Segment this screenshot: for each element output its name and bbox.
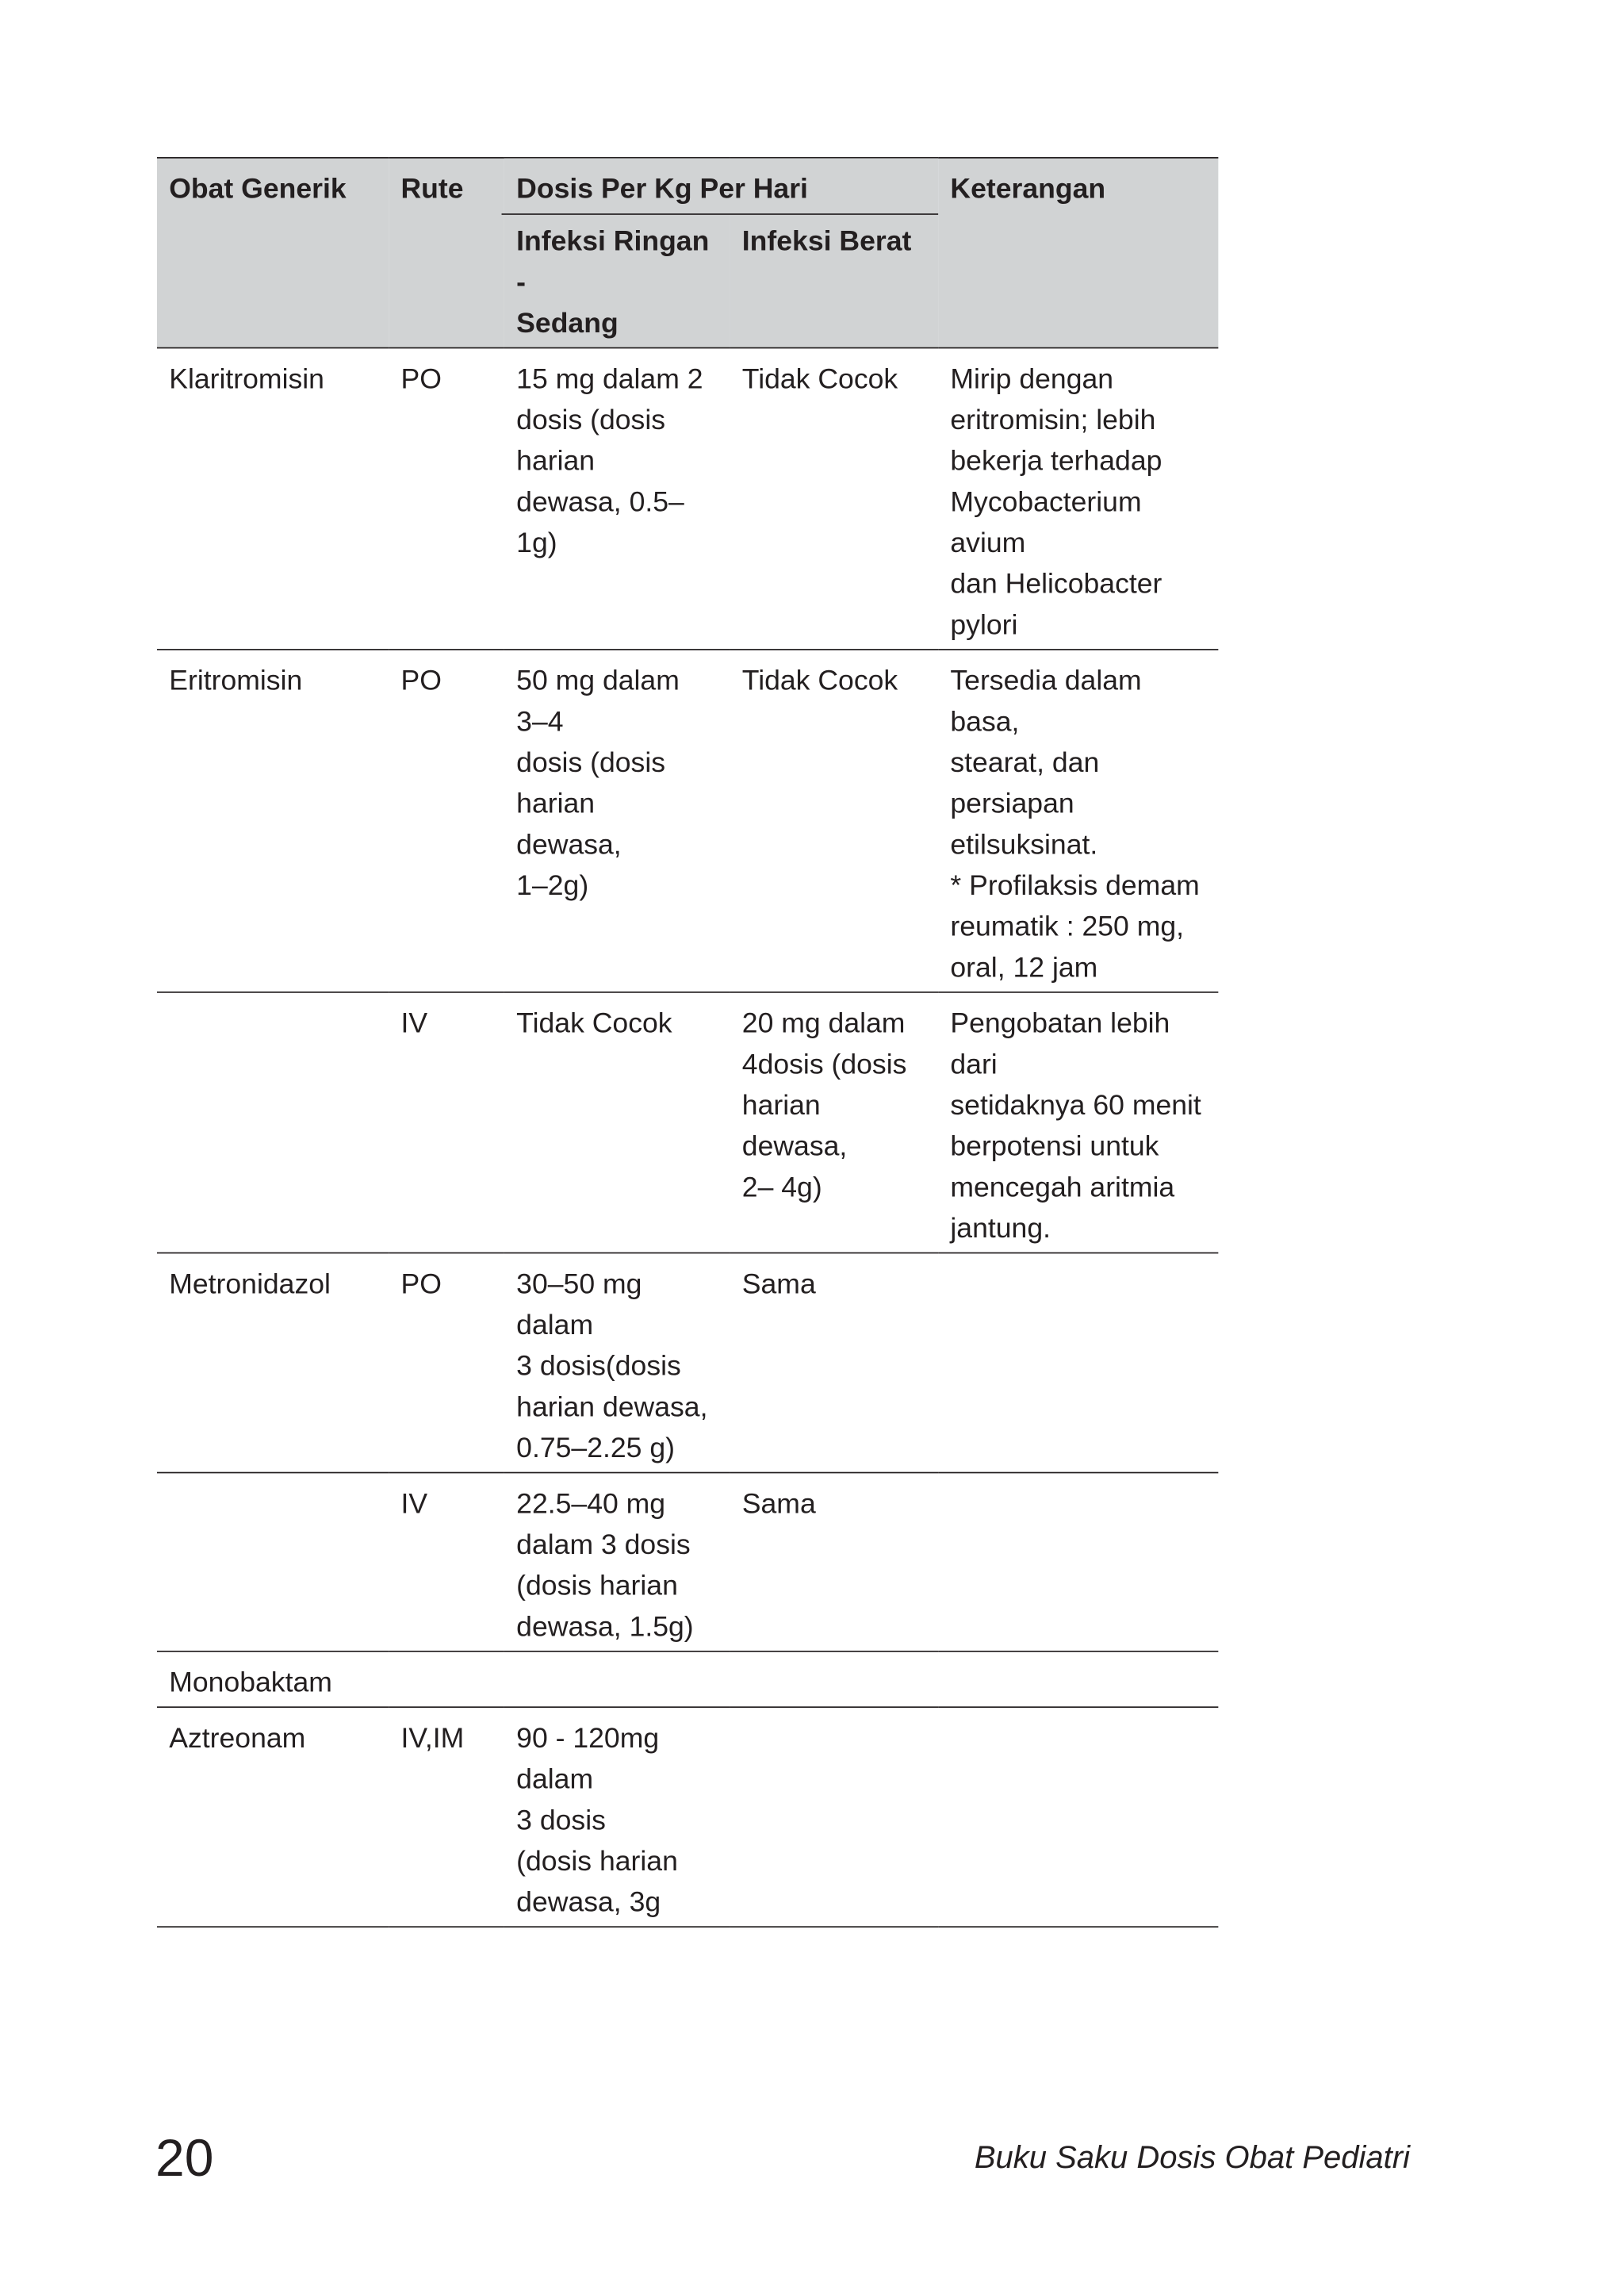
cell-severe-dose — [730, 992, 939, 1253]
cell-notes-line: pylori — [950, 608, 1018, 641]
cell-mild-dose-line: Tidak Cocok — [516, 1007, 672, 1039]
cell-route: PO — [389, 348, 504, 650]
cell-severe-dose-line: 2– 4g) — [741, 1171, 822, 1203]
table-row — [157, 1707, 1218, 1927]
cell-notes — [938, 1707, 1218, 1927]
cell-mild-dose-line: dewasa, 0.5–1g) — [516, 485, 684, 558]
cell-route: IV — [389, 1473, 504, 1651]
cell-notes — [938, 1253, 1218, 1473]
cell-mild-dose — [504, 1253, 730, 1473]
cell-notes-line: jantung. — [950, 1211, 1051, 1244]
cell-mild-dose-line: 0.75–2.25 g) — [516, 1431, 675, 1463]
cell-severe-dose — [730, 1651, 939, 1707]
cell-severe-dose-line: 20 mg dalam — [741, 1007, 906, 1039]
cell-mild-dose-line: 22.5–40 mg — [516, 1487, 666, 1519]
cell-drug — [157, 1473, 389, 1651]
table-row — [157, 348, 1218, 650]
cell-mild-dose — [504, 348, 730, 650]
cell-route: IV — [389, 992, 504, 1253]
cell-severe-dose-line: harian dewasa, — [741, 1088, 848, 1162]
header-route: Rute — [389, 158, 504, 348]
cell-severe-dose — [730, 650, 939, 992]
cell-notes-line: Mycobacterium avium — [950, 485, 1142, 558]
cell-notes-line: * Profilaksis demam — [950, 869, 1200, 901]
cell-notes — [938, 348, 1218, 650]
header-severe: Infeksi Berat — [730, 215, 939, 348]
cell-mild-dose-line: dewasa, 3g — [516, 1885, 661, 1918]
cell-notes-line: bekerja terhadap — [950, 444, 1162, 477]
cell-notes-line: etilsuksinat. — [950, 828, 1098, 861]
cell-mild-dose-line: (dosis harian — [516, 1844, 678, 1877]
header-dose-group: Dosis Per Kg Per Hari — [504, 158, 938, 215]
cell-severe-dose — [730, 1253, 939, 1473]
cell-notes-line: eritromisin; lebih — [950, 403, 1156, 435]
header-mild-moderate — [504, 215, 730, 348]
cell-notes-line: oral, 12 jam — [950, 951, 1098, 984]
cell-notes-line: dan Helicobacter — [950, 567, 1162, 600]
cell-mild-dose — [504, 992, 730, 1253]
cell-mild-dose-line: dalam 3 dosis — [516, 1528, 691, 1560]
header-drug: Obat Generik — [157, 158, 389, 348]
cell-drug: Monobaktam — [157, 1651, 389, 1707]
drug-dosage-table — [157, 157, 1218, 1928]
cell-mild-dose — [504, 1473, 730, 1651]
cell-severe-dose-line: Tidak Cocok — [741, 664, 898, 696]
cell-notes — [938, 1473, 1218, 1651]
running-title: Buku Saku Dosis Obat Pediatri — [974, 2140, 1410, 2175]
table-body — [157, 348, 1218, 1928]
cell-drug — [157, 992, 389, 1253]
cell-mild-dose-line: dosis (dosis harian — [516, 746, 666, 819]
cell-mild-dose-line: 90 - 120mg dalam — [516, 1721, 660, 1795]
cell-mild-dose — [504, 650, 730, 992]
table-row — [157, 650, 1218, 992]
cell-mild-dose-line: dewasa, — [516, 828, 622, 861]
cell-mild-dose-line: 30–50 mg dalam — [516, 1268, 642, 1341]
cell-drug: Metronidazol — [157, 1253, 389, 1473]
table-row — [157, 1473, 1218, 1651]
page-number: 20 — [155, 2128, 214, 2187]
table-header — [157, 158, 1218, 348]
cell-mild-dose-line: dosis (dosis harian — [516, 403, 666, 477]
cell-notes-line: mencegah aritmia — [950, 1171, 1175, 1203]
cell-route: PO — [389, 650, 504, 992]
cell-severe-dose — [730, 1473, 939, 1651]
cell-route — [389, 1651, 504, 1707]
table-row — [157, 1253, 1218, 1473]
cell-drug: Klaritromisin — [157, 348, 389, 650]
cell-drug: Aztreonam — [157, 1707, 389, 1927]
cell-mild-dose-line: 50 mg dalam 3–4 — [516, 664, 680, 738]
cell-notes-line: Mirip dengan — [950, 362, 1114, 395]
cell-mild-dose-line: 15 mg dalam 2 — [516, 362, 703, 395]
header-mild-moderate-line2: Sedang — [516, 306, 619, 339]
cell-notes-line: berpotensi untuk — [950, 1130, 1159, 1162]
cell-route: PO — [389, 1253, 504, 1473]
cell-mild-dose-line: harian dewasa, — [516, 1390, 708, 1423]
cell-mild-dose-line: dewasa, 1.5g) — [516, 1610, 694, 1642]
cell-severe-dose — [730, 348, 939, 650]
cell-notes-line: stearat, dan persiapan — [950, 746, 1100, 819]
cell-mild-dose-line: 1–2g) — [516, 869, 589, 901]
cell-mild-dose-line: (dosis harian — [516, 1569, 678, 1601]
cell-route: IV,IM — [389, 1707, 504, 1927]
cell-drug: Eritromisin — [157, 650, 389, 992]
cell-notes-line: setidaknya 60 menit — [950, 1088, 1201, 1121]
cell-notes — [938, 1651, 1218, 1707]
cell-severe-dose-line: Tidak Cocok — [741, 362, 898, 395]
cell-notes-line: reumatik : 250 mg, — [950, 910, 1185, 942]
cell-notes — [938, 992, 1218, 1253]
table-row — [157, 1651, 1218, 1707]
header-notes: Keterangan — [938, 158, 1218, 348]
cell-mild-dose — [504, 1707, 730, 1927]
cell-mild-dose — [504, 1651, 730, 1707]
cell-mild-dose-line: 3 dosis — [516, 1804, 606, 1835]
cell-notes — [938, 650, 1218, 992]
cell-notes-line: Tersedia dalam basa, — [950, 664, 1142, 738]
cell-mild-dose-line: 3 dosis(dosis — [516, 1349, 681, 1382]
cell-severe-dose-line: 4dosis (dosis — [741, 1048, 907, 1080]
cell-notes-line: Pengobatan lebih dari — [950, 1007, 1170, 1080]
cell-severe-dose — [730, 1707, 939, 1927]
header-mild-moderate-line1: Infeksi Ringan - — [516, 224, 710, 298]
cell-severe-dose-line: Sama — [741, 1268, 816, 1299]
table-row — [157, 992, 1218, 1253]
cell-severe-dose-line: Sama — [741, 1487, 816, 1519]
